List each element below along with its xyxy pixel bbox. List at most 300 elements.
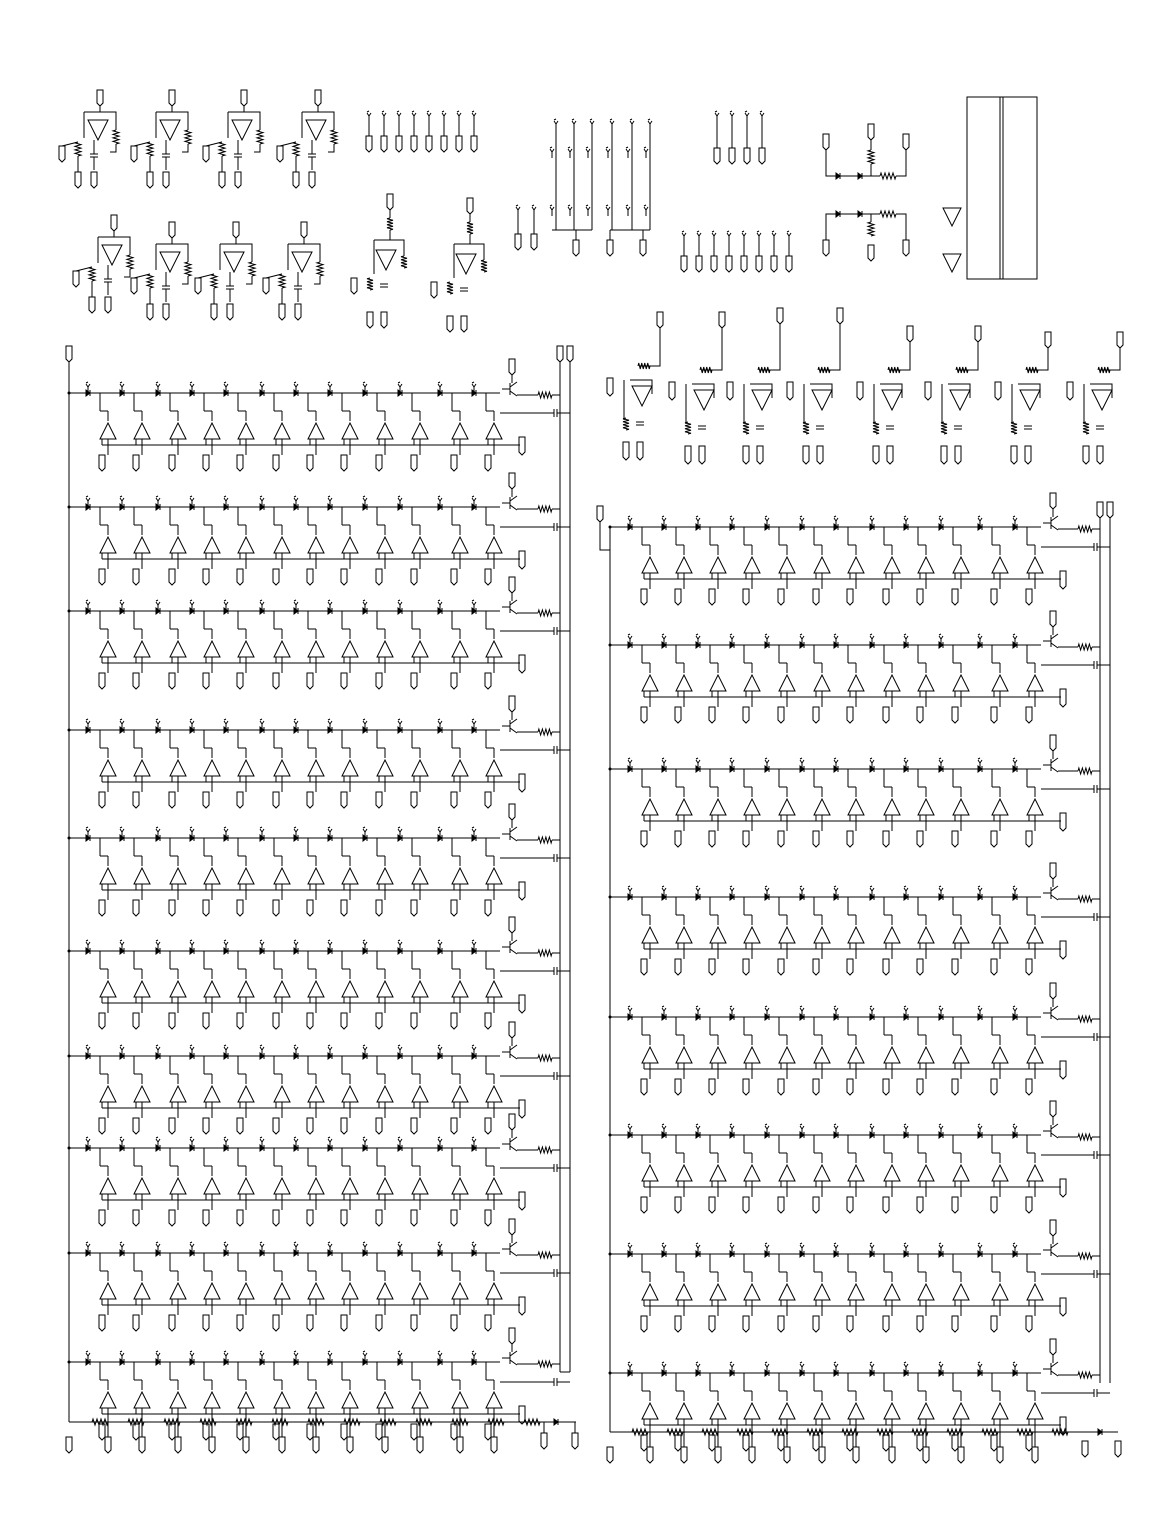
connector (376, 569, 382, 585)
capacitor (1094, 913, 1097, 921)
capacitor (554, 854, 557, 862)
connector (883, 1316, 889, 1332)
op-amp (676, 1047, 692, 1063)
op-amp (710, 1165, 726, 1181)
channel (709, 1135, 726, 1213)
capacitor (554, 1378, 557, 1386)
op-amp (779, 1403, 795, 1419)
connector (641, 959, 647, 975)
channel (307, 730, 324, 808)
connector (1050, 983, 1056, 999)
connector (847, 1079, 853, 1095)
transistor-collector (1051, 634, 1058, 639)
op-amp (992, 675, 1008, 691)
connector (457, 1437, 463, 1453)
channel (883, 1135, 900, 1213)
transistor (1043, 634, 1058, 648)
channel (991, 897, 1008, 975)
connector (175, 1437, 181, 1453)
connector (237, 455, 243, 471)
transistor-collector (510, 719, 517, 724)
channel (675, 897, 692, 975)
capacitor (1094, 1033, 1097, 1041)
op-amp (486, 1392, 502, 1408)
channel (917, 527, 934, 605)
frame-box (967, 97, 1037, 279)
op-amp (274, 868, 290, 884)
connector (743, 1197, 749, 1213)
channel (743, 1017, 760, 1095)
op-amp (238, 423, 254, 439)
channel (1026, 897, 1043, 975)
op-amp (204, 1283, 220, 1299)
connector (396, 136, 402, 152)
channel (376, 611, 393, 689)
resistor (880, 211, 896, 217)
connector (991, 707, 997, 723)
wire (134, 274, 150, 278)
resistor (1078, 1134, 1092, 1140)
op-amp (342, 423, 358, 439)
channel (743, 527, 760, 605)
op-amp (814, 1047, 830, 1063)
op-amp (100, 868, 116, 884)
amplifier-stage (607, 312, 663, 460)
resistor (481, 260, 487, 272)
connector (743, 446, 749, 464)
channel (99, 611, 116, 689)
op-amp (377, 760, 393, 776)
op-amp (1027, 557, 1043, 573)
resistor (1026, 367, 1038, 373)
connector (1117, 332, 1123, 348)
connector (99, 792, 105, 808)
op-amp (632, 386, 652, 406)
connector (293, 172, 299, 188)
connector (509, 1114, 515, 1130)
op-amp (884, 557, 900, 573)
channel (952, 1017, 969, 1095)
connector (209, 1437, 215, 1453)
connector-strip (366, 111, 477, 152)
transistor-emitter (1051, 767, 1058, 772)
channel (451, 507, 468, 585)
connector (376, 455, 382, 471)
op-amp (308, 423, 324, 439)
transistor-emitter (510, 836, 517, 841)
resistor (1078, 1016, 1092, 1022)
channel (743, 897, 760, 975)
connector (1025, 446, 1031, 464)
connector (847, 1435, 853, 1451)
op-amp (710, 1284, 726, 1300)
bank-row (609, 735, 1111, 847)
op-amp (100, 641, 116, 657)
bank-row (609, 611, 1111, 723)
wire (820, 324, 840, 370)
connector (519, 1297, 525, 1315)
capacitor (554, 409, 557, 417)
bank-row (68, 1219, 571, 1331)
channel (709, 897, 726, 975)
resistor (737, 1429, 753, 1435)
capacitor (460, 288, 468, 291)
channel (641, 645, 658, 723)
op-amp (170, 1086, 186, 1102)
connector (883, 1197, 889, 1213)
transistor (1043, 1362, 1058, 1376)
channel (411, 507, 428, 585)
connector (163, 172, 169, 188)
channel (451, 838, 468, 916)
op-amp (676, 675, 692, 691)
op-amp (710, 799, 726, 815)
op-amp (884, 1047, 900, 1063)
channel (1026, 1017, 1043, 1095)
connector (541, 1433, 547, 1449)
connector (572, 1433, 578, 1449)
channel (169, 1253, 186, 1331)
op-amp (170, 981, 186, 997)
connector (169, 1315, 175, 1331)
connector (91, 172, 97, 188)
connector (75, 172, 81, 188)
channel (237, 611, 254, 689)
op-amp (486, 868, 502, 884)
connector (1067, 382, 1073, 400)
channel (307, 507, 324, 585)
connector (243, 1437, 249, 1453)
connector (411, 455, 417, 471)
channel (307, 393, 324, 471)
connector (709, 1316, 715, 1332)
op-amp (342, 1392, 358, 1408)
channel (203, 951, 220, 1029)
connector (451, 455, 457, 471)
connector (771, 256, 777, 272)
channel (203, 611, 220, 689)
resistor (538, 1361, 552, 1367)
capacitor (554, 523, 557, 531)
connector (203, 1424, 209, 1440)
op-amp (376, 250, 396, 270)
connector (784, 1447, 790, 1463)
connector (640, 240, 646, 256)
channel (675, 527, 692, 605)
signal-tap (644, 205, 648, 216)
junction (68, 837, 71, 840)
op-amp (814, 927, 830, 943)
op-amp (486, 1086, 502, 1102)
signal-tap (568, 147, 572, 158)
resistor (127, 255, 133, 269)
connector (1060, 571, 1066, 589)
signal-tap (586, 205, 590, 216)
channel (133, 611, 150, 689)
resistor (1078, 526, 1092, 532)
connector (647, 1447, 653, 1463)
op-amp (274, 537, 290, 553)
connector (1050, 1339, 1056, 1355)
channel (237, 507, 254, 585)
op-amp (204, 1392, 220, 1408)
op-amp (642, 675, 658, 691)
junction (609, 896, 612, 899)
connector (451, 569, 457, 585)
connector (778, 1316, 784, 1332)
channel (273, 838, 290, 916)
connector (952, 589, 958, 605)
connector (657, 312, 663, 328)
op-amp (779, 1165, 795, 1181)
channel (133, 393, 150, 471)
amplifier-stage (857, 326, 913, 464)
capacitor (1094, 1270, 1097, 1278)
op-amp (452, 760, 468, 776)
signal-tap (644, 147, 648, 158)
connector (853, 1447, 859, 1463)
channel (451, 1148, 468, 1226)
amplifier-stage (263, 222, 323, 320)
connector (203, 792, 209, 808)
bank-row (68, 359, 571, 471)
connector (675, 1079, 681, 1095)
connector (273, 1013, 279, 1029)
connector (307, 455, 313, 471)
connector (381, 136, 387, 152)
op-amp (308, 1178, 324, 1194)
connector (714, 148, 720, 164)
op-amp (642, 799, 658, 815)
channel (709, 769, 726, 847)
resistor (538, 1252, 552, 1258)
op-amp (412, 1178, 428, 1194)
connector (133, 455, 139, 471)
op-amp (134, 1178, 150, 1194)
connector (778, 1435, 784, 1451)
channel (237, 838, 254, 916)
channel (883, 769, 900, 847)
transistor-emitter (1051, 525, 1058, 530)
connector (1050, 1220, 1056, 1236)
op-amp (412, 641, 428, 657)
connector (1026, 707, 1032, 723)
channel (743, 1254, 760, 1332)
amplifier-stage (431, 198, 487, 332)
op-amp (308, 981, 324, 997)
op-amp (274, 1086, 290, 1102)
resistor (317, 262, 323, 276)
channel (411, 951, 428, 1029)
connector (623, 442, 629, 460)
connector (1050, 863, 1056, 879)
transistor-collector (510, 1242, 517, 1247)
connector (237, 900, 243, 916)
resistor (185, 262, 191, 276)
connector (1032, 1447, 1038, 1463)
amplifier-stage (351, 194, 407, 328)
connector (1097, 502, 1103, 518)
channel (778, 1135, 795, 1213)
channel (341, 393, 358, 471)
connector (917, 589, 923, 605)
transistor-emitter (510, 505, 517, 510)
transistor-emitter (1051, 643, 1058, 648)
connector (743, 1435, 749, 1451)
op-amp (224, 252, 244, 272)
connector (169, 792, 175, 808)
connector (273, 673, 279, 689)
connector (709, 959, 715, 975)
channel (991, 645, 1008, 723)
connector (952, 707, 958, 723)
connector (675, 589, 681, 605)
connector (675, 831, 681, 847)
connector (1026, 1435, 1032, 1451)
connector (711, 256, 717, 272)
op-amp (170, 641, 186, 657)
bank-row (68, 696, 571, 808)
connector (952, 1316, 958, 1332)
connector (813, 589, 819, 605)
connector (883, 589, 889, 605)
op-amp (204, 423, 220, 439)
channel (203, 730, 220, 808)
wire (246, 276, 252, 284)
op-amp (710, 927, 726, 943)
connector (315, 90, 321, 106)
channel (237, 393, 254, 471)
connector (351, 278, 357, 294)
op-amp (884, 799, 900, 815)
transistor (502, 1351, 517, 1365)
connector (519, 1192, 525, 1210)
op-amp (238, 1086, 254, 1102)
resistor (538, 610, 552, 616)
connector (778, 589, 784, 605)
channel (847, 1017, 864, 1095)
connector (169, 1013, 175, 1029)
op-amp (452, 1392, 468, 1408)
op-amp (744, 1403, 760, 1419)
connector (1026, 959, 1032, 975)
op-amp (134, 1086, 150, 1102)
capacitor (554, 627, 557, 635)
connector (958, 1447, 964, 1463)
resistor (868, 150, 874, 164)
connector (519, 551, 525, 569)
op-amp (204, 868, 220, 884)
connector (376, 1424, 382, 1440)
connector (307, 1424, 313, 1440)
connector (1060, 941, 1066, 959)
channel (99, 730, 116, 808)
connector (1026, 1316, 1032, 1332)
op-amp (274, 760, 290, 776)
connector (519, 995, 525, 1013)
junction (68, 1361, 71, 1364)
resistor (447, 282, 453, 294)
channel (1026, 527, 1043, 605)
channel (203, 1253, 220, 1331)
channel (376, 393, 393, 471)
channel (341, 611, 358, 689)
connector (778, 1079, 784, 1095)
resistor (818, 367, 830, 373)
wire (760, 324, 780, 370)
resistor (211, 274, 217, 288)
connector (813, 1079, 819, 1095)
connector (955, 446, 961, 464)
channel (99, 1253, 116, 1331)
op-amp (744, 1165, 760, 1181)
transistor (502, 940, 517, 954)
signal-tap (568, 205, 572, 216)
transistor-collector (1051, 1362, 1058, 1367)
connector (147, 304, 153, 320)
wire (374, 240, 404, 256)
connector (709, 831, 715, 847)
connector (952, 959, 958, 975)
connector (813, 1435, 819, 1451)
connector (1050, 611, 1056, 627)
channel (485, 611, 502, 689)
transistor-collector (510, 827, 517, 832)
transistor-collector (1051, 1006, 1058, 1011)
capacitor (554, 1072, 557, 1080)
op-amp (134, 423, 150, 439)
op-amp (377, 1392, 393, 1408)
amplifier-stage (727, 308, 783, 464)
op-amp (238, 641, 254, 657)
connector (1026, 1079, 1032, 1095)
channel (813, 769, 830, 847)
op-amp (100, 423, 116, 439)
transistor-emitter (510, 1360, 517, 1365)
resistor (1078, 644, 1092, 650)
amplifier-stage (131, 90, 191, 188)
channel (883, 1017, 900, 1095)
connector (847, 959, 853, 975)
transistor (502, 382, 517, 396)
op-amp (377, 537, 393, 553)
connector (411, 673, 417, 689)
connector (133, 673, 139, 689)
op-amp (134, 641, 150, 657)
connector (341, 1315, 347, 1331)
channel (169, 838, 186, 916)
op-amp (170, 760, 186, 776)
op-amp (100, 1392, 116, 1408)
op-amp (452, 1283, 468, 1299)
connector (237, 1013, 243, 1029)
channel (376, 507, 393, 585)
channel (451, 951, 468, 1029)
resistor (1078, 768, 1092, 774)
connector (133, 569, 139, 585)
op-amp (100, 1178, 116, 1194)
diode-network (823, 124, 909, 261)
signal-tap (550, 147, 554, 158)
channel (273, 951, 290, 1029)
connector (883, 1435, 889, 1451)
connector (341, 1118, 347, 1134)
bank-row (609, 983, 1111, 1095)
op-amp (992, 927, 1008, 943)
wire (266, 274, 282, 278)
connector (1060, 1179, 1066, 1197)
connector (641, 831, 647, 847)
